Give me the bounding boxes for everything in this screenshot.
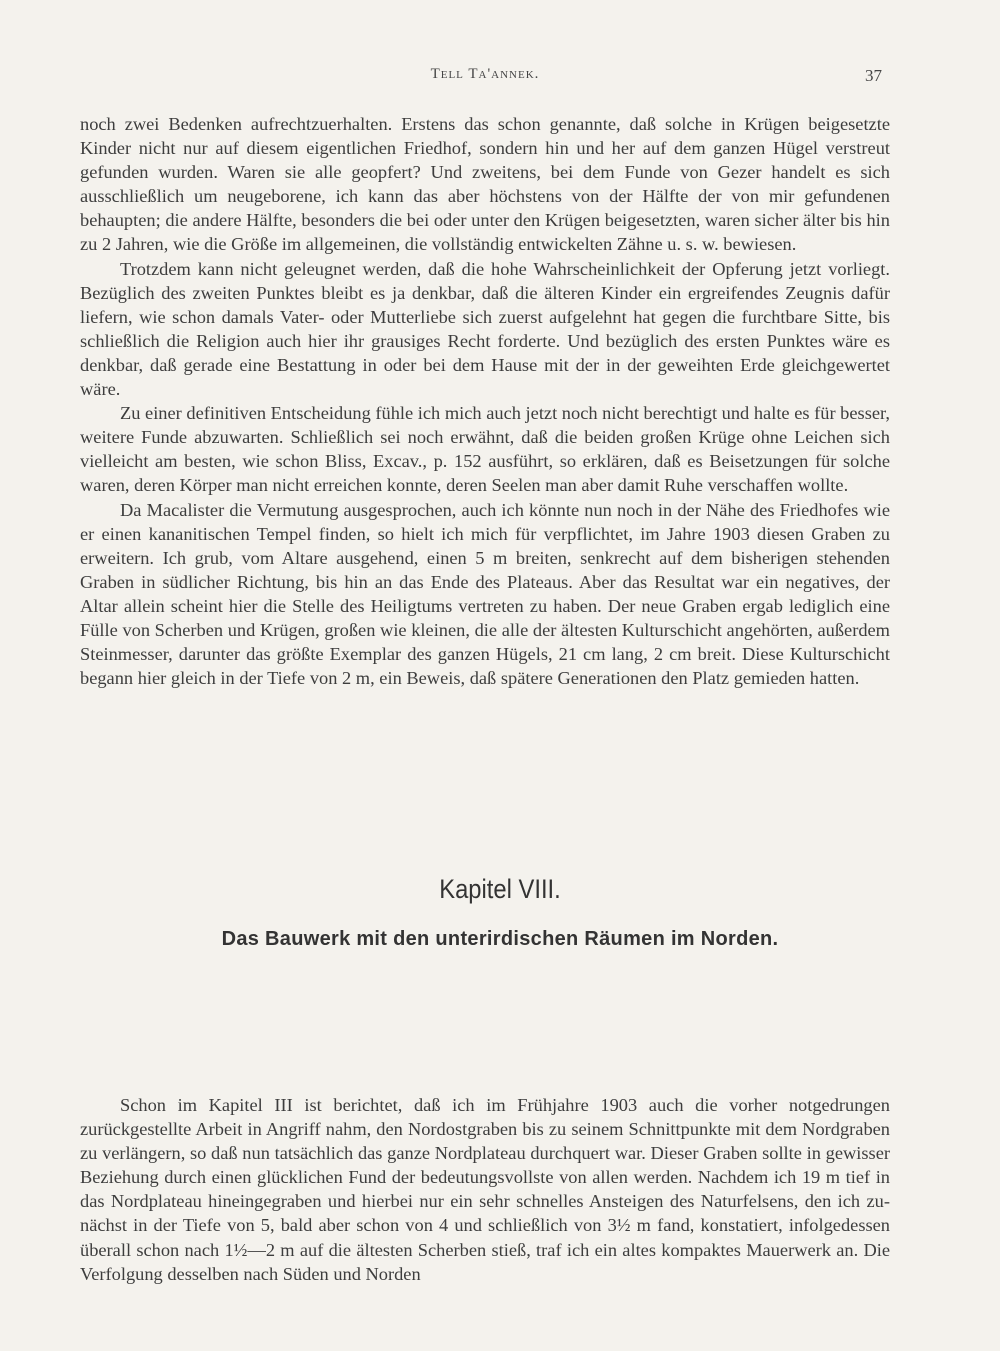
paragraph-1: noch zwei Bedenken aufrechtzuerhalten. Erstens das schon genannte, daß solche in Krügen beigesetzte Kinder nicht nur auf diesem eigentlichen Friedhof, sondern hin und her auf dem ganzen Hügel verstreut gefunden wurden. Waren sie alle geopfert? Und zweitens, bei dem Funde von Gezer handelt es sich ausschließlich um neugeborene, ich kann das aber höchstens von der Hälfte der von mir gefundenen behaupten; die andere Hälfte, besonders die bei oder unter den Krügen beigesetzten, waren sicher älter bis hin zu 2 Jahren, wie die Größe im allgemeinen, die vollständig entwickelten Zähne u. s. w. bewiesen. bbox=[80, 114, 890, 255]
chapter-heading: Das Bauwerk mit den unterirdischen Räumen im Norden. bbox=[221, 928, 779, 950]
paragraph-4: Da Macalister die Vermutung ausgesprochen, auch ich könnte nun noch in der Nähe des Friedhofes wie er einen kananitischen Tempel finden, so hielt ich mich für verpflichtet, im Jahre 1903 diesen Graben zu erweitern. Ich grub, vom Altare ausgehend, einen 5 m breiten, senkrecht auf dem bisherigen stehenden Graben in südlicher Richtung, bis hin an das Ende des Plateaus. Aber das Resultat war ein negatives, der Altar allein scheint hier die Stelle des Heiligtums vertreten zu haben. Der neue Graben ergab lediglich eine Fülle von Scherben und Krügen, großen wie kleinen, die alle der ältesten Kulturschicht angehörten, außerdem Steinmesser, darunter das größte Exemplar des ganzen Hügels, 21 cm lang, 2 cm breit. Diese Kulturschicht begann hier gleich in der Tiefe von 2 m, ein Beweis, daß spätere Generationen den Platz gemieden hatten. bbox=[80, 499, 890, 689]
body-text bbox=[80, 112, 890, 690]
paragraph-3: Zu einer definitiven Entscheidung fühle ich mich auch jetzt noch nicht berechtigt und halte es für besser, weitere Funde abzuwarten. Schließlich sei noch erwähnt, daß die beiden großen Krüge ohne Leichen sich vielleicht am besten, wie schon Bliss, Excav., p. 152 ausführt, so erklären, daß es Beisetzungen für solche waren, deren Körper man nicht erreichen konnte, deren Seelen man aber damit Ruhe verschaffen wollte. bbox=[80, 403, 890, 496]
running-head bbox=[80, 66, 890, 90]
paragraph-2: Trotzdem kann nicht geleugnet werden, daß die hohe Wahrscheinlichkeit der Opferung jetzt vorliegt. Bezüglich des zweiten Punktes bleibt es ja denkbar, daß die älteren Kinder ein ergreifendes Zeugnis dafür liefern, wie schon damals Vater- oder Mutterliebe sich zuerst aufgelehnt hat gegen die furchtbare Sitte, bis schließlich die Religion auch hier ihr grausiges Recht forderte. Und bezüglich des ersten Punktes wäre es denkbar, daß gerade eine Bestattung in oder bei dem Hause mit der in der geweihten Erde gleichgewertet wäre. bbox=[80, 258, 890, 400]
chapter-paragraph-1: Schon im Kapitel III ist berichtet, daß ich im Frühjahre 1903 auch die vorher notgedrungen zurückgestellte Arbeit in Angriff nahm, den Nordostgraben bis zu seinem Schnittpunkte mit dem Nordgraben zu verlängern, so daß nun tatsächlich das ganze Nordplateau durchquert war. Dieser Graben sollte in gewisser Beziehung durch einen glücklichen Fund der bedeutungsvollste von allen werden. Nachdem ich 19 m tief in das Nordplateau hineingegraben und hierbei nur ein sehr schnelles Ansteigen des Naturfelsens, den ich zunächst in der Tiefe von 5, bald aber schon von 4 und schließlich von 3½ m fand, konstatiert, infolgedessen überall schon nach 1½—2 m auf die ältesten Scherben stieß, traf ich ein altes kompaktes Mauerwerk an. Die Verfolgung desselben nach Süden und Norden bbox=[80, 1095, 890, 1284]
page-number: 37 bbox=[865, 66, 882, 85]
chapter-number: Kapitel VIII. bbox=[439, 874, 561, 904]
chapter-text bbox=[80, 1093, 890, 1286]
running-title: Tell Ta'annek. bbox=[430, 66, 540, 82]
